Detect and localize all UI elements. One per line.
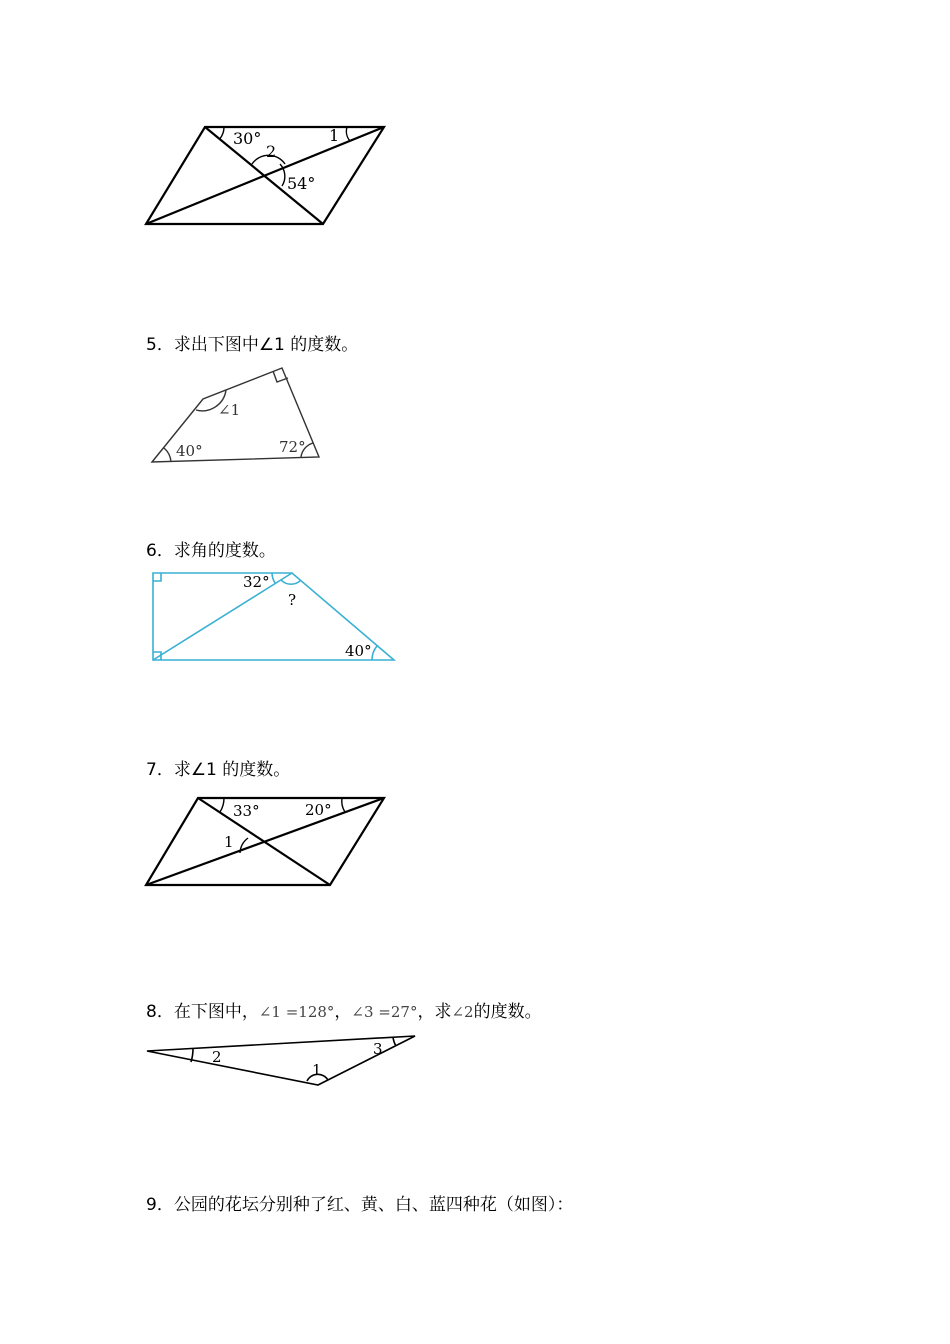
- label-72-degrees: 72°: [279, 438, 306, 456]
- label-54-degrees: 54°: [287, 174, 316, 193]
- label-40-degrees: 40°: [176, 442, 203, 460]
- label-angle-3: 3: [373, 1040, 383, 1058]
- label-angle-2: 2: [266, 142, 277, 161]
- label-30-degrees: 30°: [233, 129, 262, 148]
- label-angle-1: 1: [329, 126, 340, 145]
- question-8-suffix: 的度数。: [473, 1002, 542, 1022]
- question-5-text: 5．求出下图中∠1 的度数。: [146, 335, 359, 355]
- question-7-text: 7．求∠1 的度数。: [146, 760, 291, 780]
- label-angle-1: 1: [312, 1061, 322, 1079]
- label-angle-2: 2: [212, 1048, 222, 1066]
- target-angle-2: ∠2: [451, 1003, 474, 1021]
- question-8-prefix: 8．在下图中，: [146, 1002, 259, 1022]
- label-angle-1: 1: [224, 833, 234, 851]
- separator: ，: [334, 1002, 352, 1022]
- question-9-text: 9．公园的花坛分别种了红、黄、白、蓝四种花（如图）：: [146, 1195, 574, 1215]
- label-20-degrees: 20°: [305, 801, 332, 819]
- label-40-degrees: 40°: [345, 642, 372, 660]
- question-8-mid: ，求: [417, 1002, 452, 1022]
- label-33-degrees: 33°: [233, 802, 260, 820]
- condition-angle-3: ∠3 =27°: [351, 1003, 418, 1021]
- label-angle-1: ∠1: [218, 401, 241, 419]
- label-unknown-angle: ?: [288, 591, 297, 609]
- question-6-text: 6．求角的度数。: [146, 541, 276, 561]
- condition-angle-1: ∠1 =128°: [258, 1003, 335, 1021]
- label-32-degrees: 32°: [243, 573, 270, 591]
